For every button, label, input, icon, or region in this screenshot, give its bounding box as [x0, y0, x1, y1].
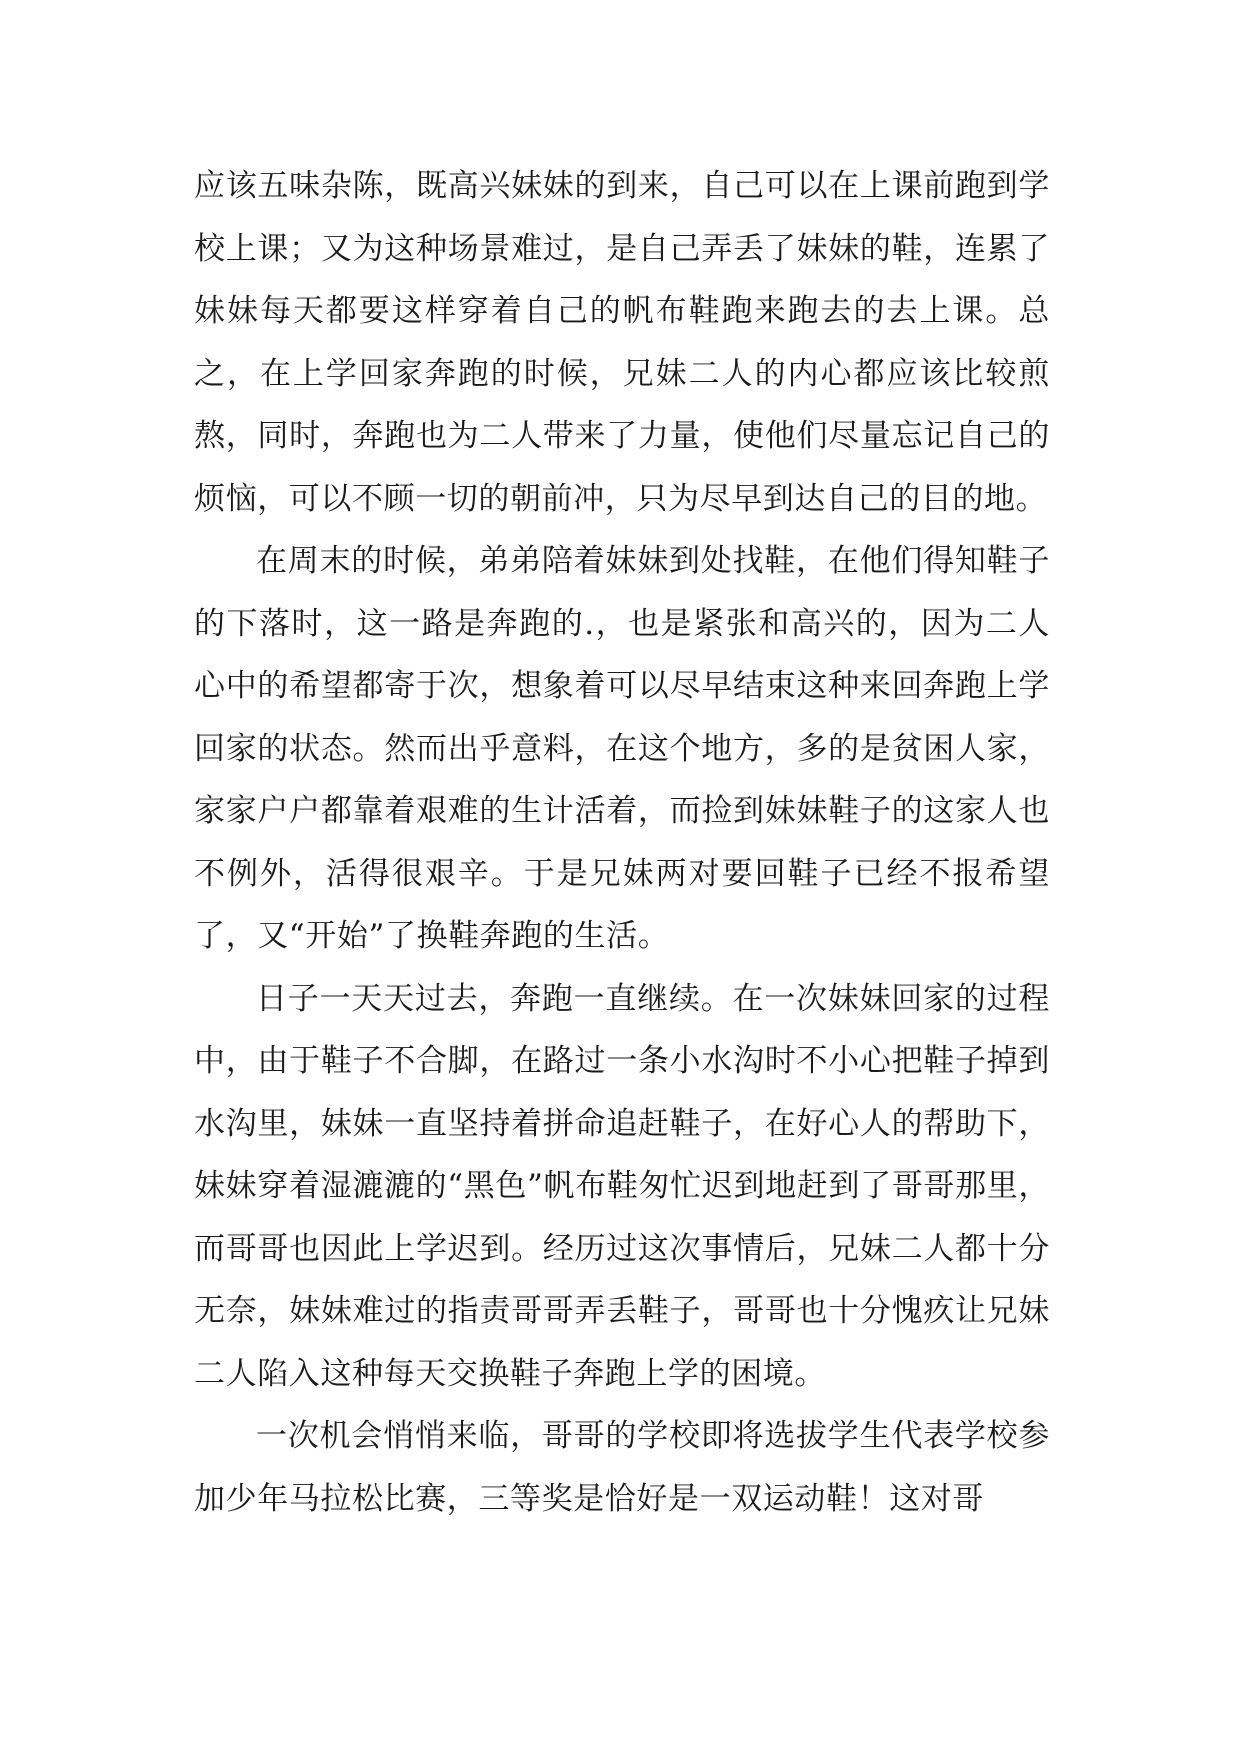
paragraph-4: 一次机会悄悄来临，哥哥的学校即将选拔学生代表学校参加少年马拉松比赛，三等奖是恰好是一双运动鞋！这对哥: [194, 1418, 1050, 1517]
paragraph-3: 日子一天天过去，奔跑一直继续。在一次妹妹回家的过程中，由于鞋子不合脚，在路过一条小水沟时不小心把鞋子掉到水沟里，妹妹一直坚持着拼命追赶鞋子，在好心人的帮助下，妹妹穿着湿漉漉的“黑色”帆布鞋匆忙迟到地赶到了哥哥那里，而哥哥也因此上学迟到。经历过这次事情后，兄妹二人都十分无奈，妹妹难过的指责哥哥弄丢鞋子，哥哥也十分愧疚让兄妹二人陷入这种每天交换鞋子奔跑上学的困境。: [194, 980, 1050, 1392]
paragraph-2: 在周末的时候，弟弟陪着妹妹到处找鞋，在他们得知鞋子的下落时，这一路是奔跑的.，也是紧张和高兴的，因为二人心中的希望都寄于次，想象着可以尽早结束这种来回奔跑上学回家的状态。然而出乎意料，在这个地方，多的是贫困人家，家家户户都靠着艰难的生计活着，而捡到妹妹鞋子的这家人也不例外，活得很艰辛。于是兄妹两对要回鞋子已经不报希望了，又“开始”了换鞋奔跑的生活。: [194, 543, 1050, 954]
document-body: [194, 155, 1050, 1530]
paragraph-1: 应该五味杂陈，既高兴妹妹的到来，自己可以在上课前跑到学校上课；又为这种场景难过，是自己弄丢了妹妹的鞋，连累了妹妹每天都要这样穿着自己的帆布鞋跑来跑去的去上课。总之，在上学回家奔跑的时候，兄妹二人的内心都应该比较煎熬，同时，奔跑也为二人带来了力量，使他们尽量忘记自己的烦恼，可以不顾一切的朝前冲，只为尽早到达自己的目的地。: [194, 168, 1050, 517]
